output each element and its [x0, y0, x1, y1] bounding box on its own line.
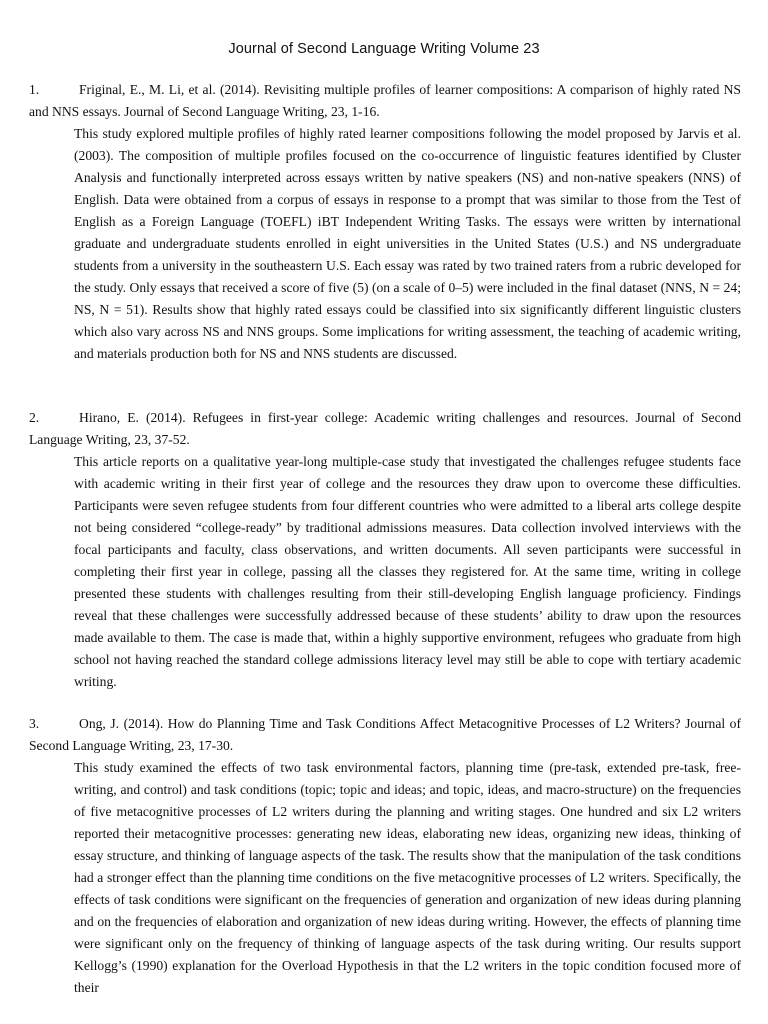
page-title: Journal of Second Language Writing Volume 23 — [228, 41, 540, 57]
entry-number: 1. — [29, 82, 40, 97]
reference-entry — [29, 407, 741, 693]
abstract: This article reports on a qualitative year-long multiple-case study that investigated the challenges refugee students face with academic writing in their first year of college and the resources they draw upon to overcome these difficulties. Participants were seven refugee students from four different countries who were admitted to a liberal arts college despite not being considered “college-ready” by traditional admissions measures. Data collection involved interviews with the focal participants and faculty, class observations, and written documents. All seven participants were successful in completing their first year in college, passing all the classes they registered for. At the same time, writing in college presented these students with challenges resulting from their still-developing English language proficiency. Findings reveal that these challenges were successfully addressed because of these students’ ability to draw upon the resources made available to them. The case is made that, within a highly supportive environment, refugees who graduate from high school not having reached the standard college admissions literacy level may still be able to cope with tertiary academic writing. — [74, 454, 741, 689]
entry-number: 2. — [29, 410, 40, 425]
abstract: This study explored multiple profiles of highly rated learner compositions following the model proposed by Jarvis et al. (2003). The composition of multiple profiles focused on the co-occurrence of linguistic features identified by Cluster Analysis and functionally interpreted across essays written by native speakers (NS) and non-native speakers (NNS) of English. Data were obtained from a corpus of essays in response to a prompt that was similar to those from the Test of English as a Foreign Language (TOEFL) iBT Independent Writing Tasks. The essays were written by international graduate and undergraduate students enrolled in eight universities in the United States (U.S.) and NS undergraduate students from a university in the southeastern U.S. Each essay was rated by two trained raters from a rubric developed for the study. Only essays that received a score of five (5) (on a scale of 0–5) were included in the final dataset (NNS, N = 24; NS, N = 51). Results show that highly rated essays could be classified into six significantly different linguistic clusters which also vary across NS and NNS groups. Some implications for writing assessment, the teaching of academic writing, and materials production both for NS and NNS students are discussed. — [74, 126, 741, 361]
abstract: This study examined the effects of two task environmental factors, planning time (pre-task, extended pre-task, free-writing, and control) and task conditions (topic; topic and ideas; and topic, ideas, and macro-structure) on the frequencies of five metacognitive processes of L2 writers during the planning and writing stages. One hundred and six L2 writers reported their metacognitive processes: generating new ideas, elaborating new ideas, organizing new ideas, thinking of essay structure, and thinking of language aspects of the task. The results show that the manipulation of the task conditions had a stronger effect than the planning time conditions on the five metacognitive processes of L2 writers. Specifically, the effects of task conditions were significant on the frequencies of generation and organization of new ideas during planning and on the frequencies of elaboration and organization of new ideas during writing. However, the effects of planning time were significant only on the frequency of thinking of language aspects of the task during writing. Our results support Kellogg’s (1990) explanation for the Overload Hypothesis in that the L2 writers in the topic condition focused more of their — [74, 760, 741, 995]
citation — [29, 713, 741, 757]
entry-number: 3. — [29, 716, 40, 731]
citation — [29, 79, 741, 123]
citation — [29, 407, 741, 451]
reference-entry — [29, 79, 741, 365]
citation-text: Hirano, E. (2014). Refugees in first-year college: Academic writing challenges and resources. Journal of Second Language Writing, 23, 37-52. — [29, 410, 741, 447]
citation-text: Friginal, E., M. Li, et al. (2014). Revisiting multiple profiles of learner compositions: A comparison of highly rated NS and NNS essays. Journal of Second Language Writing, 23, 1-16. — [29, 82, 741, 119]
citation-text: Ong, J. (2014). How do Planning Time and Task Conditions Affect Metacognitive Processes of L2 Writers? Journal of Second Language Writing, 23, 17-30. — [29, 716, 741, 753]
reference-entry — [29, 713, 741, 999]
